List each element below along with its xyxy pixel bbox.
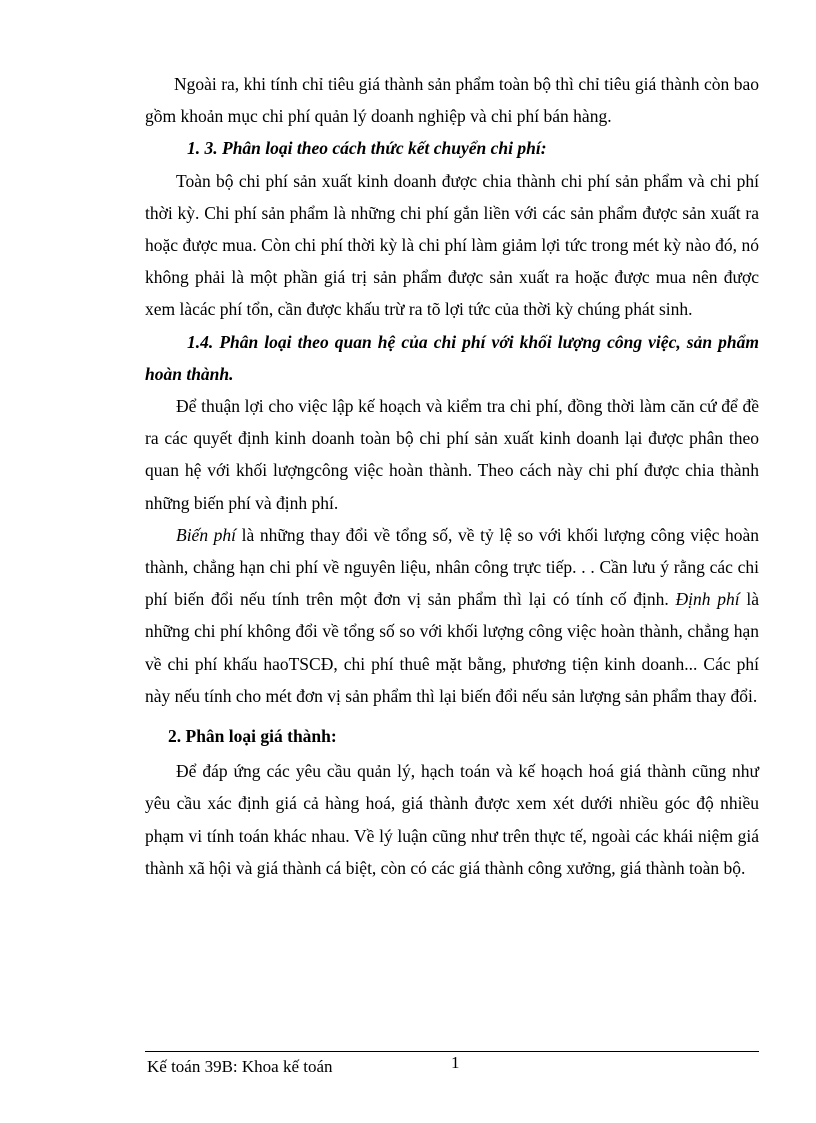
section-heading-2: 2. Phân loại giá thành: <box>168 726 337 747</box>
section-heading-1-3: 1. 3. Phân loại theo cách thức kết chuyển chi phí: <box>187 138 547 159</box>
paragraph: Ngoài ra, khi tính chỉ tiêu giá thành sản phẩm toàn bộ thì chỉ tiêu giá thành còn bao gồm khoản mục chi phí quản lý doanh nghiệp và chi phí bán hàng. <box>145 74 759 127</box>
page-body <box>145 68 759 884</box>
footer-department: Kế toán 39B: Khoa kế toán <box>147 1057 333 1076</box>
section-heading-1-4: 1.4. Phân loại theo quan hệ của chi phí với khối lượng công việc, sản phẩm hoàn thành. <box>145 331 759 384</box>
term-variable-cost: Biến phí <box>176 524 237 545</box>
paragraph: Toàn bộ chi phí sản xuất kinh doanh được chia thành chi phí sản phẩm và chi phí thời kỳ. Chi phí sản phẩm là những chi phí gắn liền với các sản phẩm được sản xuất ra hoặc được mua. Còn chi phí thời kỳ là chi phí làm giảm lợi tức trong mét kỳ nào đó, nó không phải là một phần giá trị sản phẩm được sản xuất ra hoặc được mua nên được xem làcác phí tổn, cần được khấu trừ ra tõ lợi tức của thời kỳ chúng phát sinh. <box>145 170 759 320</box>
paragraph: Để đáp ứng các yêu cầu quản lý, hạch toán và kế hoạch hoá giá thành cũng như yêu cầu xác định giá cả hàng hoá, giá thành được xem xét dưới nhiều góc độ nhiều phạm vi tính toán khác nhau. Về lý luận cũng như trên thực tế, ngoài các khái niệm giá thành xã hội và giá thành cá biệt, còn có các giá thành công xưởng, giá thành toàn bộ. <box>145 761 759 878</box>
paragraph-variable-fixed-costs <box>145 519 759 712</box>
term-fixed-cost: Định phí <box>675 589 740 610</box>
paragraph: Để thuận lợi cho việc lập kế hoạch và kiểm tra chi phí, đồng thời làm căn cứ để đề ra các quyết định kinh doanh toàn bộ chi phí sản xuất kinh doanh lại được phân theo quan hệ với khối lượngcông việc hoàn thành. Theo cách này chi phí được chia thành những biến phí và định phí. <box>145 396 759 513</box>
paragraph-text: là những thay đổi về tổng số, về tỷ lệ so với khối lượng công việc hoàn thành, chẳng hạn chi phí về nguyên liệu, nhân công trực tiếp. . . Cần lưu ý rằng các chi phí biến đổi nếu tính trên một đơn vị sản phẩm thì lại có tính cố định. <box>145 524 759 610</box>
page-number: 1 <box>451 1053 460 1072</box>
paragraph-text: là những chi phí không đổi về tổng số so với khối lượng công việc hoàn thành, chẳng hạn về chi phí khấu haoTSCĐ, chi phí thuê mặt bằng, phương tiện kinh doanh... Các phí này nếu tính cho mét đơn vị sản phẩm thì lại biến đổi nếu sản lượng sản phẩm thay đổi. <box>145 589 760 706</box>
